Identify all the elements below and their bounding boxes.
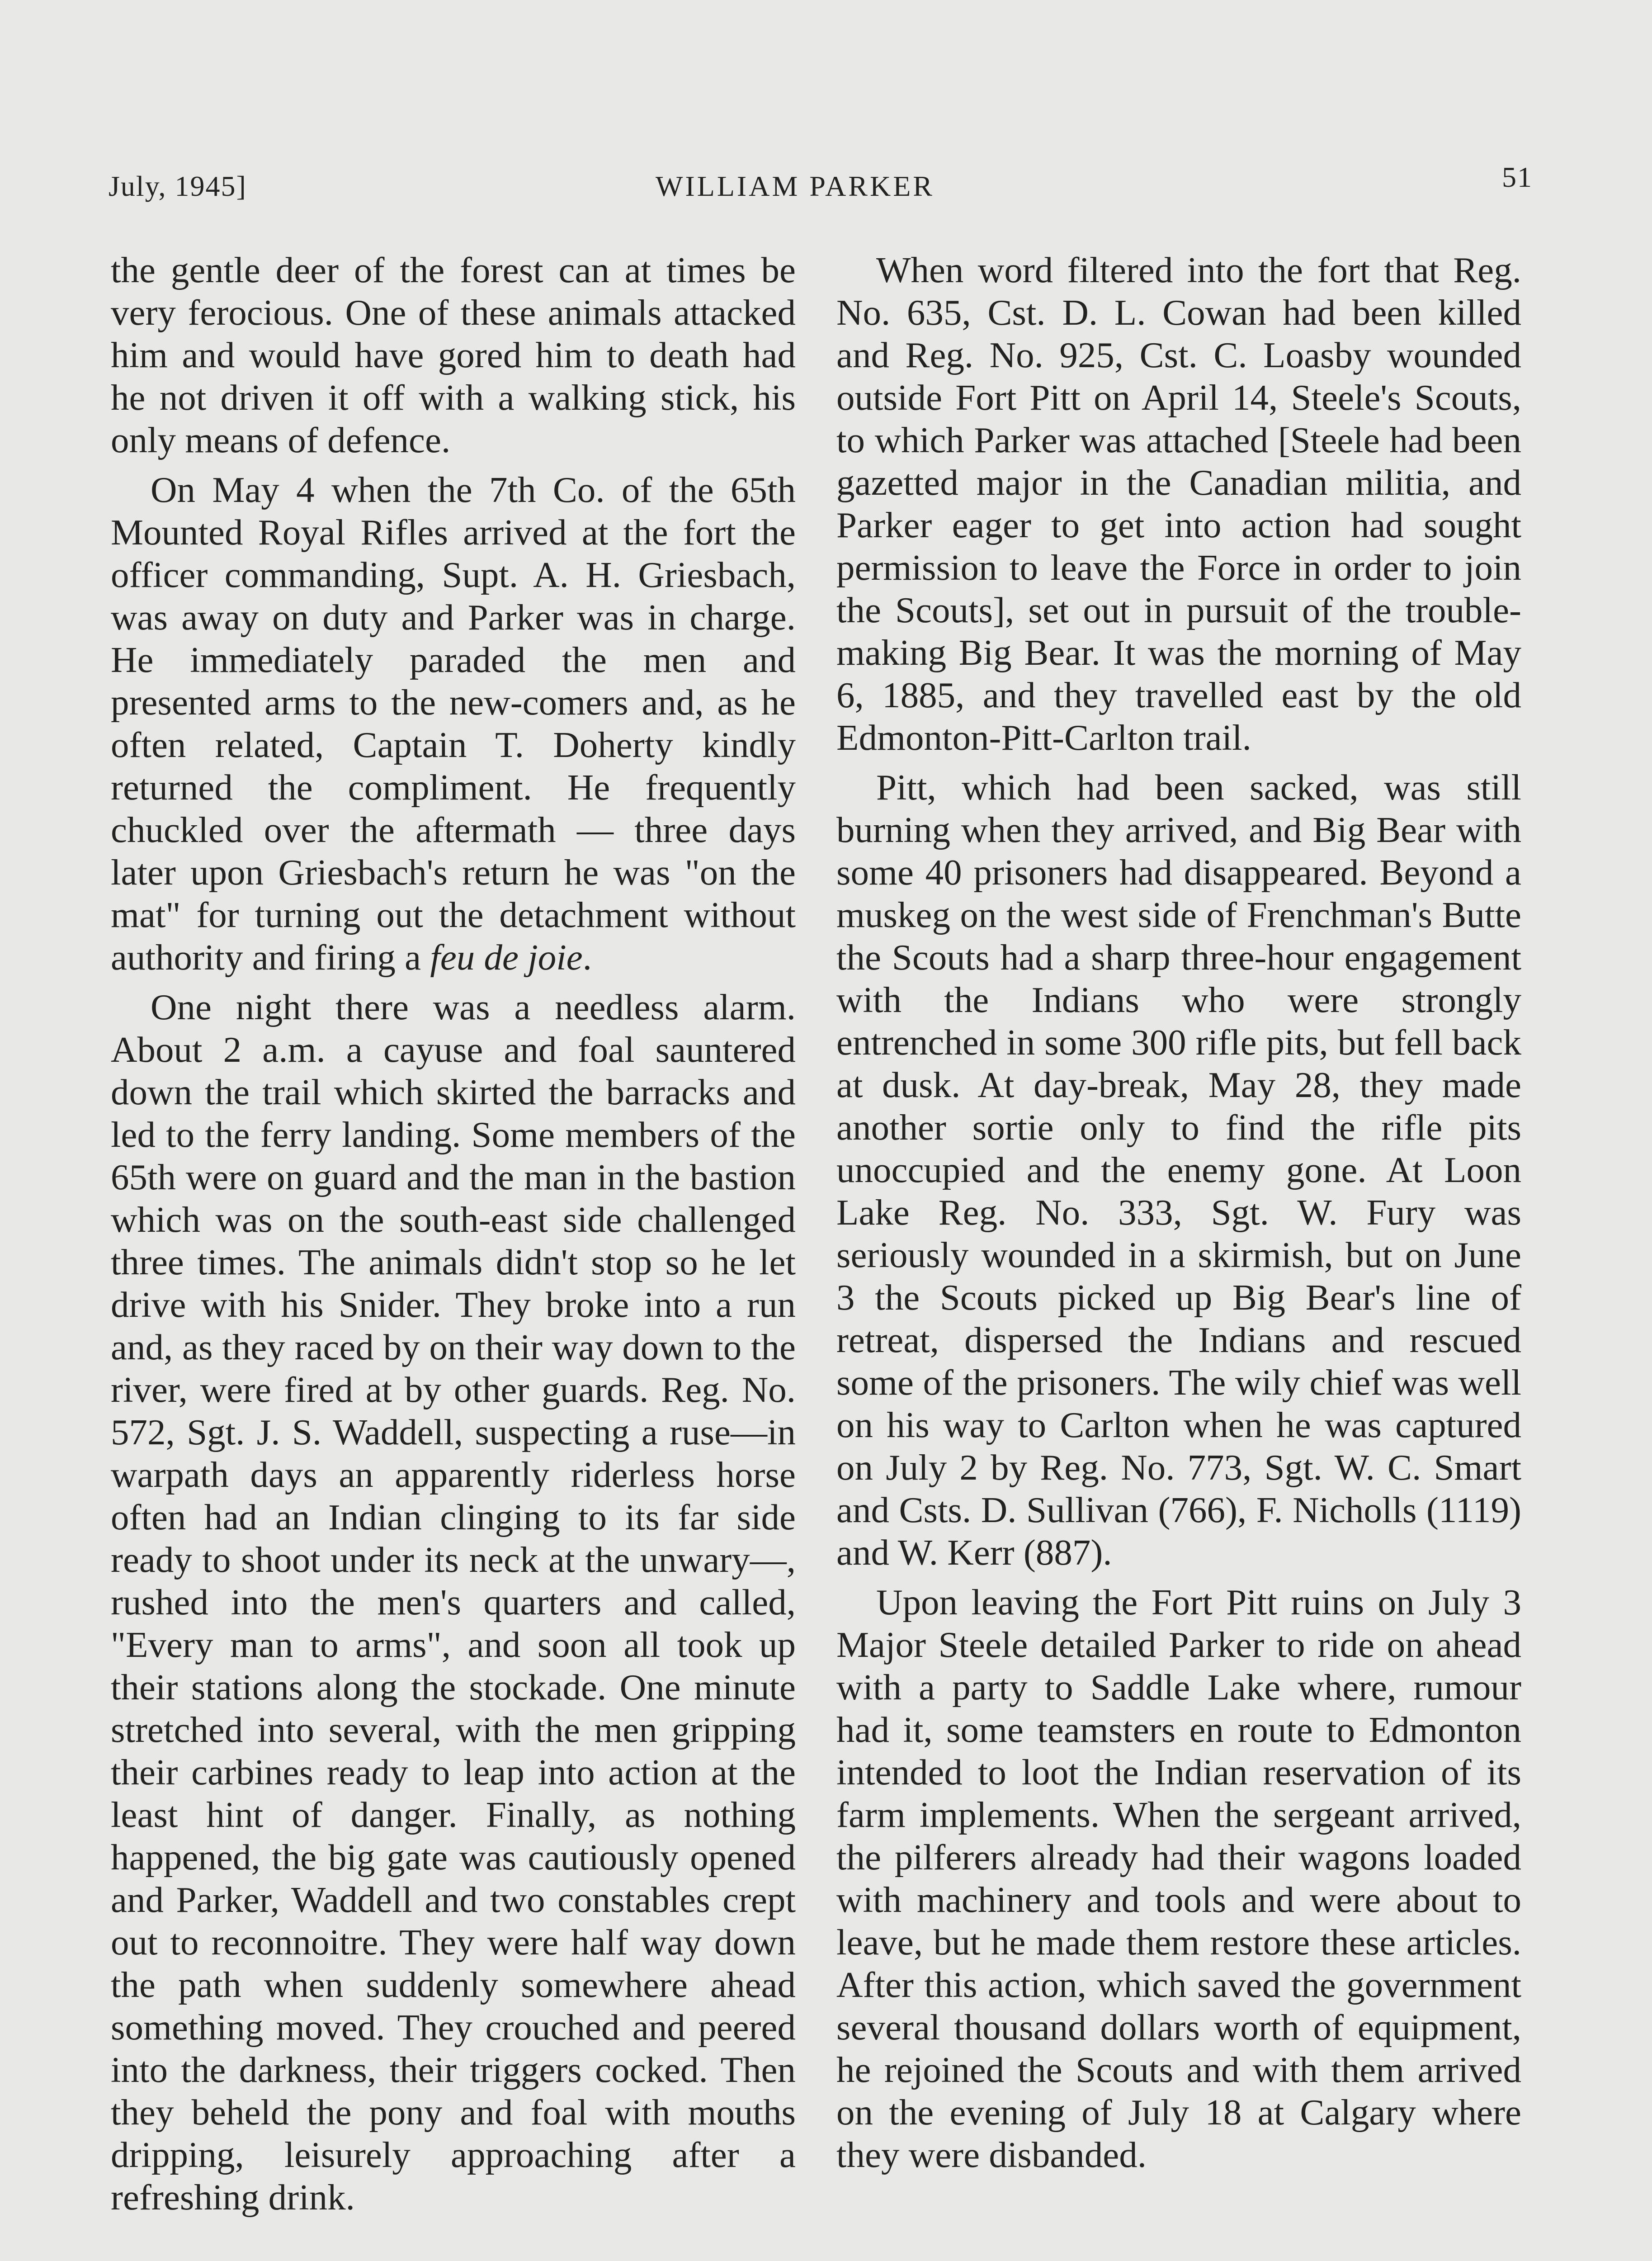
running-header — [109, 161, 1533, 206]
paragraph: On May 4 when the 7th Co. of the 65th Mounted Royal Rifles arrived at the fort the officer commanding, Supt. A. H. Griesbach, was away on duty and Parker was in charge. He immediately paraded the men and presented arms to the new-comers and, as he often related, Captain T. Doherty kindly returned the compliment. He frequently chuckled over the aftermath — three days later upon Griesbach's return he was "on the mat" for turning out the detachment without authority and firing a feu de joie. — [111, 469, 796, 978]
left-column — [111, 249, 796, 2226]
paragraph: Upon leaving the Fort Pitt ruins on July 3 Major Steele detailed Parker to ride on ahead with a party to Saddle Lake where, rumour had it, some teamsters en route to Edmonton intended to loot the Indian reservation of its farm implements. When the sergeant arrived, the pilferers already had their wagons loaded with machinery and tools and were about to leave, but he made them restore these articles. After this action, which saved the government several thousand dollars worth of equipment, he rejoined the Scouts and with them arrived on the evening of July 18 at Calgary where they were disbanded. — [836, 1582, 1521, 2175]
paragraph: Pitt, which had been sacked, was still burning when they arrived, and Big Bear with some 40 prisoners had disappeared. Beyond a muskeg on the west side of Frenchman's Butte the Scouts had a sharp three-hour engagement with the Indians who were strongly entrenched in some 300 rifle pits, but fell back at dusk. At day-break, May 28, they made another sortie only to find the rifle pits unoccupied and the enemy gone. At Loon Lake Reg. No. 333, Sgt. W. Fury was seriously wounded in a skirmish, but on June 3 the Scouts picked up Big Bear's line of retreat, dispersed the Indians and rescued some of the prisoners. The wily chief was well on his way to Carlton when he was captured on July 2 by Reg. No. 773, Sgt. W. C. Smart and Csts. D. Sullivan (766), F. Nicholls (1119) and W. Kerr (887). — [836, 767, 1521, 1573]
header-date: July, 1945] — [109, 170, 247, 202]
right-column — [836, 249, 1521, 2183]
page-number: 51 — [1502, 161, 1533, 193]
paragraph: When word filtered into the fort that Reg. No. 635, Cst. D. L. Cowan had been killed and Reg. No. 925, Cst. C. Loasby wounded outside Fort Pitt on April 14, Steele's Scouts, to which Parker was attached [Steele had been gazetted major in the Canadian militia, and Parker eager to get into action had sought permission to leave the Force in order to join the Scouts], set out in pursuit of the trouble-making Big Bear. It was the morning of May 6, 1885, and they travelled east by the old Edmonton-Pitt-Carlton trail. — [836, 250, 1521, 758]
paragraph: the gentle deer of the forest can at times be very ferocious. One of these animals attacked him and would have gored him to death had he not driven it off with a walking stick, his only means of defence. — [111, 250, 796, 460]
italic-phrase: feu de joie — [430, 937, 583, 978]
header-title: WILLIAM PARKER — [656, 170, 935, 202]
paragraph: One night there was a needless alarm. About 2 a.m. a cayuse and foal sauntered down the trail which skirted the barracks and led to the ferry landing. Some members of the 65th were on guard and the man in the bastion which was on the south-east side challenged three times. The animals didn't stop so he let drive with his Snider. They broke into a run and, as they raced by on their way down to the river, were fired at by other guards. Reg. No. 572, Sgt. J. S. Waddell, suspecting a ruse—in warpath days an apparently riderless horse often had an Indian clinging to its far side ready to shoot under its neck at the unwary—, rushed into the men's quarters and called, "Every man to arms", and soon all took up their stations along the stockade. One minute stretched into several, with the men gripping their carbines ready to leap into action at the least hint of danger. Finally, as nothing happened, the big gate was cautiously opened and Parker, Waddell and two constables crept out to reconnoitre. They were half way down the path when suddenly somewhere ahead something moved. They crouched and peered into the darkness, their triggers cocked. Then they beheld the pony and foal with mouths dripping, leisurely approaching after a refreshing drink. — [111, 987, 796, 2218]
